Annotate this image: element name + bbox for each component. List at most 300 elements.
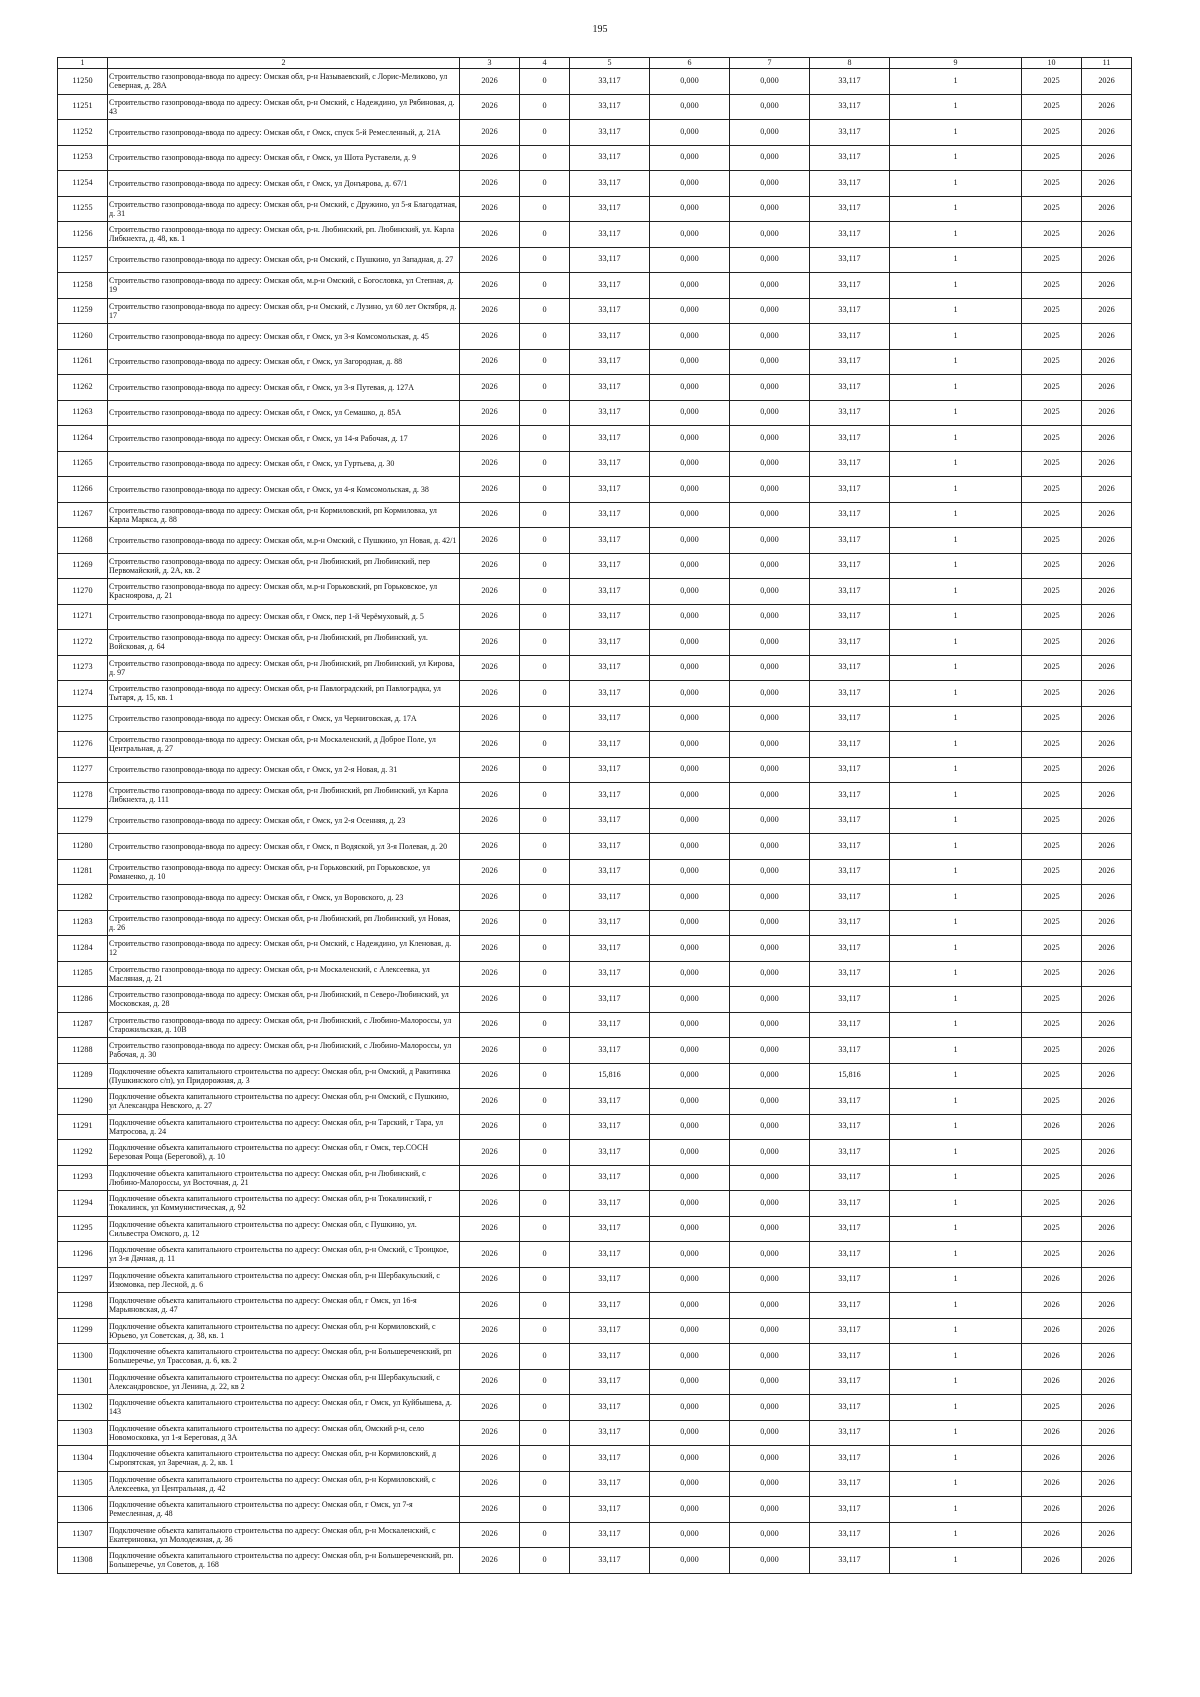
- col6-value: 0,000: [650, 1140, 730, 1166]
- row-number: 11267: [58, 502, 108, 528]
- start-year-cell: 2025: [1022, 324, 1082, 350]
- start-year-cell: 2025: [1022, 196, 1082, 222]
- col9-value: 1: [890, 69, 1022, 95]
- end-year-cell: 2026: [1082, 1114, 1132, 1140]
- table-row: [58, 1471, 1132, 1497]
- year-cell: 2026: [460, 273, 520, 299]
- col8-value: 33,117: [810, 1344, 890, 1370]
- start-year-cell: 2025: [1022, 298, 1082, 324]
- end-year-cell: 2026: [1082, 528, 1132, 554]
- col4-cell: 0: [520, 426, 570, 452]
- start-year-cell: 2025: [1022, 783, 1082, 809]
- end-year-cell: 2026: [1082, 273, 1132, 299]
- col8-value: 33,117: [810, 1089, 890, 1115]
- col4-cell: 0: [520, 910, 570, 936]
- table-row: [58, 1395, 1132, 1421]
- end-year-cell: 2026: [1082, 1140, 1132, 1166]
- col6-value: 0,000: [650, 987, 730, 1013]
- table-row: [58, 349, 1132, 375]
- col6-value: 0,000: [650, 961, 730, 987]
- col5-value: 33,117: [570, 171, 650, 197]
- project-description: Подключение объекта капитального строительства по адресу: Омская обл, р-н Шербакульский, с Изюмовка, пер Лесной, д. 6: [108, 1267, 460, 1293]
- end-year-cell: 2026: [1082, 579, 1132, 605]
- col9-value: 1: [890, 375, 1022, 401]
- row-number: 11262: [58, 375, 108, 401]
- project-description: Строительство газопровода-ввода по адресу: Омская обл, р-н Омский, с Лузино, ул 60 лет Октября, д. 17: [108, 298, 460, 324]
- table-row: [58, 1165, 1132, 1191]
- col8-value: 33,117: [810, 579, 890, 605]
- col4-cell: 0: [520, 502, 570, 528]
- project-description: Строительство газопровода-ввода по адресу: Омская обл, р-н Горьковский, рп Горьковское, ул Романенко, д. 10: [108, 859, 460, 885]
- col6-value: 0,000: [650, 936, 730, 962]
- table-row: [58, 1267, 1132, 1293]
- table-row: [58, 528, 1132, 554]
- col9-value: 1: [890, 1420, 1022, 1446]
- start-year-cell: 2025: [1022, 222, 1082, 248]
- start-year-cell: 2025: [1022, 171, 1082, 197]
- start-year-cell: 2025: [1022, 834, 1082, 860]
- col6-value: 0,000: [650, 1063, 730, 1089]
- end-year-cell: 2026: [1082, 426, 1132, 452]
- year-cell: 2026: [460, 196, 520, 222]
- col8-value: 33,117: [810, 1012, 890, 1038]
- col8-value: 33,117: [810, 1548, 890, 1574]
- row-number: 11268: [58, 528, 108, 554]
- end-year-cell: 2026: [1082, 885, 1132, 911]
- end-year-cell: 2026: [1082, 1089, 1132, 1115]
- col5-value: 33,117: [570, 910, 650, 936]
- start-year-cell: 2025: [1022, 706, 1082, 732]
- end-year-cell: 2026: [1082, 1420, 1132, 1446]
- page-number: 195: [592, 24, 608, 35]
- col9-value: 1: [890, 324, 1022, 350]
- year-cell: 2026: [460, 808, 520, 834]
- row-number: 11303: [58, 1420, 108, 1446]
- col9-value: 1: [890, 1114, 1022, 1140]
- col7-value: 0,000: [730, 936, 810, 962]
- col4-cell: 0: [520, 120, 570, 146]
- col9-value: 1: [890, 120, 1022, 146]
- start-year-cell: 2025: [1022, 1242, 1082, 1268]
- col4-cell: 0: [520, 1548, 570, 1574]
- col6-value: 0,000: [650, 273, 730, 299]
- start-year-cell: 2025: [1022, 1165, 1082, 1191]
- end-year-cell: 2026: [1082, 987, 1132, 1013]
- col5-value: 33,117: [570, 1089, 650, 1115]
- start-year-cell: 2025: [1022, 757, 1082, 783]
- col6-value: 0,000: [650, 732, 730, 758]
- col8-value: 33,117: [810, 1395, 890, 1421]
- col9-value: 1: [890, 1369, 1022, 1395]
- col9-value: 1: [890, 732, 1022, 758]
- end-year-cell: 2026: [1082, 604, 1132, 630]
- start-year-cell: 2025: [1022, 145, 1082, 171]
- start-year-cell: 2025: [1022, 604, 1082, 630]
- end-year-cell: 2026: [1082, 400, 1132, 426]
- start-year-cell: 2025: [1022, 553, 1082, 579]
- project-description: Подключение объекта капитального строительства по адресу: Омская обл, р-н Шербакульский, с Александровское, ул Ленина, д. 22, кв 2: [108, 1369, 460, 1395]
- col8-value: 33,117: [810, 1497, 890, 1523]
- end-year-cell: 2026: [1082, 349, 1132, 375]
- col7-value: 0,000: [730, 502, 810, 528]
- start-year-cell: 2026: [1022, 1446, 1082, 1472]
- table-row: [58, 400, 1132, 426]
- col5-value: 33,117: [570, 1140, 650, 1166]
- table-row: [58, 1089, 1132, 1115]
- col6-value: 0,000: [650, 1395, 730, 1421]
- col8-value: 33,117: [810, 349, 890, 375]
- col9-value: 1: [890, 885, 1022, 911]
- col5-value: 33,117: [570, 1191, 650, 1217]
- row-number: 11289: [58, 1063, 108, 1089]
- table-row: [58, 885, 1132, 911]
- col7-value: 0,000: [730, 1420, 810, 1446]
- col8-value: 33,117: [810, 604, 890, 630]
- col5-value: 33,117: [570, 655, 650, 681]
- col6-value: 0,000: [650, 1420, 730, 1446]
- col8-value: 33,117: [810, 196, 890, 222]
- project-description: Строительство газопровода-ввода по адресу: Омская обл, р-н Омский, с Надеждино, ул Рябиновая, д. 43: [108, 94, 460, 120]
- project-description: Строительство газопровода-ввода по адресу: Омская обл, р-н Омский, с Дружино, ул 5-я Благодатная, д. 31: [108, 196, 460, 222]
- row-number: 11297: [58, 1267, 108, 1293]
- end-year-cell: 2026: [1082, 1012, 1132, 1038]
- col6-value: 0,000: [650, 1089, 730, 1115]
- col6-value: 0,000: [650, 706, 730, 732]
- start-year-cell: 2026: [1022, 1497, 1082, 1523]
- col9-value: 1: [890, 1548, 1022, 1574]
- col7-value: 0,000: [730, 375, 810, 401]
- col7-value: 0,000: [730, 247, 810, 273]
- table-row: [58, 553, 1132, 579]
- col5-value: 33,117: [570, 1216, 650, 1242]
- year-cell: 2026: [460, 961, 520, 987]
- year-cell: 2026: [460, 502, 520, 528]
- col7-value: 0,000: [730, 171, 810, 197]
- col7-value: 0,000: [730, 1191, 810, 1217]
- col5-value: 33,117: [570, 1344, 650, 1370]
- row-number: 11266: [58, 477, 108, 503]
- table-row: [58, 196, 1132, 222]
- project-description: Подключение объекта капитального строительства по адресу: Омская обл, р-н Омский, с Пушкино, ул Александра Невского, д. 27: [108, 1089, 460, 1115]
- col7-value: 0,000: [730, 1063, 810, 1089]
- start-year-cell: 2025: [1022, 630, 1082, 656]
- col9-value: 1: [890, 1471, 1022, 1497]
- end-year-cell: 2026: [1082, 1369, 1132, 1395]
- col5-value: 33,117: [570, 885, 650, 911]
- data-table: [57, 57, 1132, 1574]
- row-number: 11269: [58, 553, 108, 579]
- table-row: [58, 987, 1132, 1013]
- col6-value: 0,000: [650, 1012, 730, 1038]
- col6-value: 0,000: [650, 375, 730, 401]
- table-row: [58, 1318, 1132, 1344]
- col4-cell: 0: [520, 757, 570, 783]
- end-year-cell: 2026: [1082, 1548, 1132, 1574]
- col8-value: 33,117: [810, 706, 890, 732]
- col6-value: 0,000: [650, 885, 730, 911]
- year-cell: 2026: [460, 1216, 520, 1242]
- col9-value: 1: [890, 655, 1022, 681]
- col5-value: 33,117: [570, 1293, 650, 1319]
- table-row: [58, 1012, 1132, 1038]
- row-number: 11295: [58, 1216, 108, 1242]
- col4-cell: 0: [520, 1216, 570, 1242]
- table-row: [58, 1191, 1132, 1217]
- col6-value: 0,000: [650, 171, 730, 197]
- end-year-cell: 2026: [1082, 655, 1132, 681]
- project-description: Подключение объекта капитального строительства по адресу: Омская обл, р-н Кормиловский, д Сыропятская, ул Заречная, д. 2, кв. 1: [108, 1446, 460, 1472]
- table-row: [58, 324, 1132, 350]
- end-year-cell: 2026: [1082, 171, 1132, 197]
- project-description: Строительство газопровода-ввода по адресу: Омская обл, м.р-н Омский, с Богословка, ул Степная, д. 19: [108, 273, 460, 299]
- col4-cell: 0: [520, 528, 570, 554]
- col6-value: 0,000: [650, 910, 730, 936]
- col7-value: 0,000: [730, 400, 810, 426]
- project-description: Подключение объекта капитального строительства по адресу: Омская обл, р-н Любинский, с Любино-Малороссы, ул Восточная, д. 21: [108, 1165, 460, 1191]
- table-row: [58, 375, 1132, 401]
- project-description: Строительство газопровода-ввода по адресу: Омская обл, р-н Любинский, рп Любинский, пер Первомайский, д. 2А, кв. 2: [108, 553, 460, 579]
- year-cell: 2026: [460, 604, 520, 630]
- start-year-cell: 2025: [1022, 426, 1082, 452]
- col9-value: 1: [890, 1063, 1022, 1089]
- project-description: Строительство газопровода-ввода по адресу: Омская обл, р-н Называевский, с Лорис-Меликово, ул Северная, д. 28А: [108, 69, 460, 95]
- end-year-cell: 2026: [1082, 120, 1132, 146]
- col7-value: 0,000: [730, 655, 810, 681]
- col4-cell: 0: [520, 171, 570, 197]
- col5-value: 33,117: [570, 1242, 650, 1268]
- col6-value: 0,000: [650, 222, 730, 248]
- year-cell: 2026: [460, 1395, 520, 1421]
- col8-value: 33,117: [810, 1267, 890, 1293]
- col4-cell: 0: [520, 936, 570, 962]
- col5-value: 33,117: [570, 1012, 650, 1038]
- end-year-cell: 2026: [1082, 222, 1132, 248]
- col5-value: 33,117: [570, 349, 650, 375]
- end-year-cell: 2026: [1082, 145, 1132, 171]
- year-cell: 2026: [460, 579, 520, 605]
- end-year-cell: 2026: [1082, 1395, 1132, 1421]
- col4-cell: 0: [520, 1471, 570, 1497]
- row-number: 11265: [58, 451, 108, 477]
- col6-value: 0,000: [650, 579, 730, 605]
- row-number: 11264: [58, 426, 108, 452]
- col4-cell: 0: [520, 553, 570, 579]
- col9-value: 1: [890, 630, 1022, 656]
- end-year-cell: 2026: [1082, 910, 1132, 936]
- year-cell: 2026: [460, 1522, 520, 1548]
- col5-value: 33,117: [570, 477, 650, 503]
- table-row: [58, 1140, 1132, 1166]
- project-description: Подключение объекта капитального строительства по адресу: Омская обл, р-н Тарский, г Тара, ул Матросова, д. 24: [108, 1114, 460, 1140]
- col4-cell: 0: [520, 885, 570, 911]
- year-cell: 2026: [460, 171, 520, 197]
- start-year-cell: 2025: [1022, 273, 1082, 299]
- end-year-cell: 2026: [1082, 196, 1132, 222]
- row-number: 11293: [58, 1165, 108, 1191]
- col9-value: 1: [890, 1497, 1022, 1523]
- end-year-cell: 2026: [1082, 859, 1132, 885]
- col9-value: 1: [890, 1140, 1022, 1166]
- col4-cell: 0: [520, 732, 570, 758]
- col7-value: 0,000: [730, 681, 810, 707]
- col6-value: 0,000: [650, 400, 730, 426]
- col8-value: 33,117: [810, 400, 890, 426]
- table-row: [58, 1242, 1132, 1268]
- col4-cell: 0: [520, 1012, 570, 1038]
- col4-cell: 0: [520, 1293, 570, 1319]
- row-number: 11304: [58, 1446, 108, 1472]
- col5-value: 33,117: [570, 222, 650, 248]
- col4-cell: 0: [520, 834, 570, 860]
- col5-value: 33,117: [570, 69, 650, 95]
- col6-value: 0,000: [650, 298, 730, 324]
- col8-value: 33,117: [810, 808, 890, 834]
- end-year-cell: 2026: [1082, 961, 1132, 987]
- col9-value: 1: [890, 1318, 1022, 1344]
- col6-value: 0,000: [650, 477, 730, 503]
- col4-cell: 0: [520, 145, 570, 171]
- col9-value: 1: [890, 528, 1022, 554]
- start-year-cell: 2026: [1022, 1548, 1082, 1574]
- end-year-cell: 2026: [1082, 630, 1132, 656]
- start-year-cell: 2025: [1022, 349, 1082, 375]
- end-year-cell: 2026: [1082, 477, 1132, 503]
- col6-value: 0,000: [650, 528, 730, 554]
- start-year-cell: 2025: [1022, 885, 1082, 911]
- col7-value: 0,000: [730, 1038, 810, 1064]
- start-year-cell: 2025: [1022, 94, 1082, 120]
- col9-value: 1: [890, 1522, 1022, 1548]
- start-year-cell: 2025: [1022, 1063, 1082, 1089]
- year-cell: 2026: [460, 706, 520, 732]
- col5-value: 33,117: [570, 579, 650, 605]
- col5-value: 33,117: [570, 1395, 650, 1421]
- start-year-cell: 2025: [1022, 808, 1082, 834]
- col7-value: 0,000: [730, 120, 810, 146]
- col9-value: 1: [890, 349, 1022, 375]
- year-cell: 2026: [460, 834, 520, 860]
- table-row: [58, 120, 1132, 146]
- row-number: 11301: [58, 1369, 108, 1395]
- start-year-cell: 2025: [1022, 961, 1082, 987]
- col6-value: 0,000: [650, 1267, 730, 1293]
- project-description: Подключение объекта капитального строительства по адресу: Омская обл, Омский р-н, село Новомосковка, ул 1-я Береговая, д 3А: [108, 1420, 460, 1446]
- row-number: 11285: [58, 961, 108, 987]
- col5-value: 33,117: [570, 1497, 650, 1523]
- year-cell: 2026: [460, 885, 520, 911]
- col5-value: 33,117: [570, 196, 650, 222]
- col7-value: 0,000: [730, 961, 810, 987]
- col5-value: 33,117: [570, 859, 650, 885]
- col5-value: 33,117: [570, 1114, 650, 1140]
- column-header: 3: [460, 58, 520, 69]
- row-number: 11281: [58, 859, 108, 885]
- table-row: [58, 1420, 1132, 1446]
- col5-value: 33,117: [570, 1420, 650, 1446]
- start-year-cell: 2025: [1022, 1395, 1082, 1421]
- col5-value: 33,117: [570, 1165, 650, 1191]
- start-year-cell: 2026: [1022, 1318, 1082, 1344]
- project-description: Строительство газопровода-ввода по адресу: Омская обл, г Омск, ул Семашко, д. 85А: [108, 400, 460, 426]
- col8-value: 33,117: [810, 553, 890, 579]
- row-number: 11291: [58, 1114, 108, 1140]
- col6-value: 0,000: [650, 1446, 730, 1472]
- row-number: 11280: [58, 834, 108, 860]
- project-description: Подключение объекта капитального строительства по адресу: Омская обл, р-н Кормиловский, с Алексеевка, ул Центральная, д. 42: [108, 1471, 460, 1497]
- start-year-cell: 2026: [1022, 1522, 1082, 1548]
- col8-value: 33,117: [810, 222, 890, 248]
- start-year-cell: 2026: [1022, 1471, 1082, 1497]
- col4-cell: 0: [520, 655, 570, 681]
- col8-value: 33,117: [810, 834, 890, 860]
- col9-value: 1: [890, 987, 1022, 1013]
- table-row: [58, 757, 1132, 783]
- col6-value: 0,000: [650, 553, 730, 579]
- col8-value: 33,117: [810, 1038, 890, 1064]
- row-number: 11261: [58, 349, 108, 375]
- col6-value: 0,000: [650, 757, 730, 783]
- end-year-cell: 2026: [1082, 681, 1132, 707]
- col4-cell: 0: [520, 987, 570, 1013]
- project-description: Подключение объекта капитального строительства по адресу: Омская обл, р-н Большереченский, рп. Большеречье, ул Советов, д. 168: [108, 1548, 460, 1574]
- project-description: Строительство газопровода-ввода по адресу: Омская обл, р-н Любинский, с Любино-Малороссы, ул Рабочая, д. 30: [108, 1038, 460, 1064]
- end-year-cell: 2026: [1082, 783, 1132, 809]
- table-row: [58, 1522, 1132, 1548]
- col9-value: 1: [890, 273, 1022, 299]
- col5-value: 33,117: [570, 706, 650, 732]
- table-row: [58, 630, 1132, 656]
- col8-value: 33,117: [810, 120, 890, 146]
- start-year-cell: 2025: [1022, 1140, 1082, 1166]
- col6-value: 0,000: [650, 324, 730, 350]
- col7-value: 0,000: [730, 222, 810, 248]
- col5-value: 33,117: [570, 681, 650, 707]
- col4-cell: 0: [520, 1242, 570, 1268]
- col7-value: 0,000: [730, 1471, 810, 1497]
- table-row: [58, 1063, 1132, 1089]
- project-description: Строительство газопровода-ввода по адресу: Омская обл, м.р-н Омский, с Пушкино, ул Новая, д. 42/1: [108, 528, 460, 554]
- col6-value: 0,000: [650, 247, 730, 273]
- project-description: Подключение объекта капитального строительства по адресу: Омская обл, с Пушкино, ул. Сильвестра Омского, д. 12: [108, 1216, 460, 1242]
- project-description: Строительство газопровода-ввода по адресу: Омская обл, р-н Омский, с Надеждино, ул Кленовая, д. 12: [108, 936, 460, 962]
- row-number: 11276: [58, 732, 108, 758]
- col5-value: 33,117: [570, 400, 650, 426]
- col8-value: 33,117: [810, 171, 890, 197]
- col7-value: 0,000: [730, 1522, 810, 1548]
- col7-value: 0,000: [730, 1369, 810, 1395]
- col8-value: 33,117: [810, 885, 890, 911]
- col8-value: 33,117: [810, 910, 890, 936]
- col6-value: 0,000: [650, 808, 730, 834]
- year-cell: 2026: [460, 324, 520, 350]
- col4-cell: 0: [520, 196, 570, 222]
- table-row: [58, 808, 1132, 834]
- project-description: Строительство газопровода-ввода по адресу: Омская обл, г Омск, ул Гуртьева, д. 30: [108, 451, 460, 477]
- col5-value: 33,117: [570, 936, 650, 962]
- col9-value: 1: [890, 298, 1022, 324]
- project-description: Подключение объекта капитального строительства по адресу: Омская обл, р-н Большереченский, рп Большеречье, ул Трассовая, д. 6, кв. 2: [108, 1344, 460, 1370]
- col8-value: 33,117: [810, 1318, 890, 1344]
- project-description: Строительство газопровода-ввода по адресу: Омская обл, г Омск, ул 3-я Комсомольская, д. 45: [108, 324, 460, 350]
- col5-value: 33,117: [570, 247, 650, 273]
- col9-value: 1: [890, 1165, 1022, 1191]
- project-description: Подключение объекта капитального строительства по адресу: Омская обл, р-н Омский, с Троицкое, ул 3-я Дачная, д. 11: [108, 1242, 460, 1268]
- year-cell: 2026: [460, 1191, 520, 1217]
- end-year-cell: 2026: [1082, 706, 1132, 732]
- col9-value: 1: [890, 94, 1022, 120]
- col8-value: 33,117: [810, 502, 890, 528]
- end-year-cell: 2026: [1082, 324, 1132, 350]
